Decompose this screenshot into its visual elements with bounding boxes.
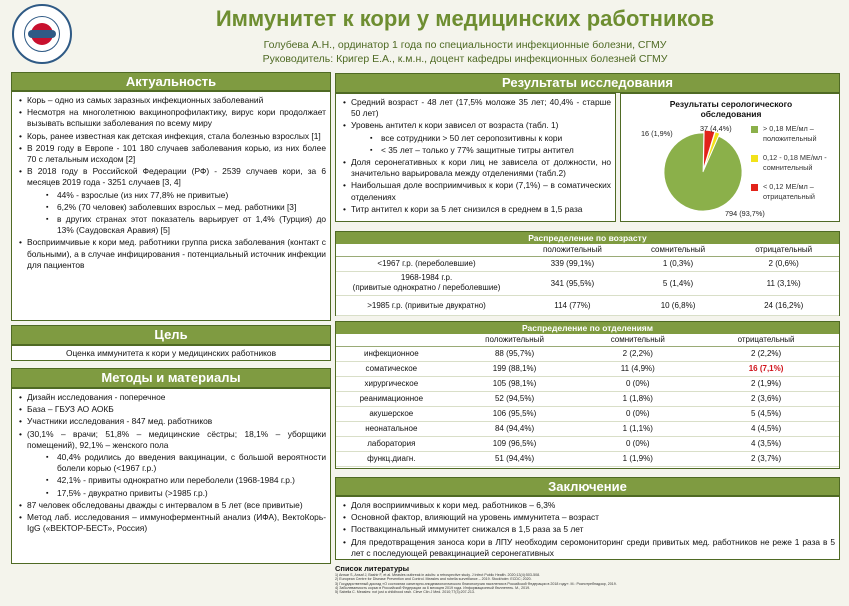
legend-item-positive: > 0,18 МЕ/мл – положительный: [751, 124, 837, 144]
conclusion-item: • Для предотвращения заноса кори в ЛПУ необходим серомониторинг среди привитых мед. работников не реже 1 раза в 5 лет с последующей ревакцинацией серонегативных: [340, 537, 835, 559]
reference-item: 3) Государственный доклад «О состоянии санитарно-эпидемиологического благополучия населения в Российской Федерации в 2018 году». М.: Роспотребнадзор, 2019.: [335, 581, 617, 586]
table-row: неонатальное 84 (94,4%) 1 (1,1%) 4 (4,5%): [336, 421, 839, 436]
methods-subitem: ▪ 40,4% родились до введения вакцинации, с большой вероятности болели корью (<1967 г.р.): [27, 452, 326, 474]
author-line: Голубева А.Н., ординатор 1 года по специальности инфекционные болезни, СГМУ: [263, 39, 667, 51]
relevance-subitem: ▪ 44% - взрослые (из них 77,8% не привитые): [27, 190, 326, 201]
conclusion-item: • Поствакцинальный иммунитет снижался в 1,5 раза за 5 лет: [340, 524, 835, 535]
university-logo: [12, 4, 72, 64]
chart-title: Результаты серологического обследования: [669, 99, 793, 119]
results-panel: [335, 93, 616, 222]
relevance-panel: [11, 91, 331, 321]
relevance-item: • Восприимчивые к кори мед. работники группа риска заболевания (контакт с больными), а в случае инфицирования - потенциальный источник инфекции для пациентов: [16, 237, 326, 271]
pie-chart-panel: [620, 93, 840, 222]
results-subitem: ▪ < 35 лет – только у 77% защитные титры антител: [351, 145, 611, 156]
table-row: инфекционное 88 (95,7%) 2 (2,2%) 2 (2,2%): [336, 346, 839, 361]
conclusion-item: • Доля восприимчивых к кори мед. работников – 6,3%: [340, 500, 835, 511]
legend-swatch: [751, 126, 758, 133]
advisor-line: Руководитель: Кригер Е.А., к.м.н., доцент кафедры инфекционных болезней СГМУ: [262, 53, 668, 65]
results-header: Результаты исследования: [335, 73, 840, 93]
relevance-header: Актуальность: [11, 72, 331, 91]
table-row: реанимационное 52 (94,5%) 1 (1,8%) 2 (3,6%): [336, 391, 839, 406]
results-item: • Доля серонегативных к кори лиц не зависела от должности, но значительно варьировала между отделениями (табл.2): [340, 157, 611, 179]
methods-item: • (30,1% – врачи; 51,8% – медицинские сёстры; 18,1% – уборщики помещений), 92,1% – женского пола ▪ 40,4% родились до введения вакцинации, с большой вероятности болели корью (<1967 г.р.) ▪ 42,1% - привиты однократно или переболели (1968-1984 г.р.) ▪ 17,5% - двукратно привиты (>1985 г.р.): [16, 429, 326, 499]
page-title: Иммунитет к кори у медицинских работников: [215, 6, 715, 31]
pie-label-positive: 794 (93,7%): [725, 209, 765, 218]
department-table-title: Распределение по отделениям: [336, 322, 839, 334]
table-row: <1967 г.р. (переболевшие) 339 (99,1%) 1 (0,3%) 2 (0,6%): [336, 256, 839, 271]
relevance-subitem: ▪ 6,2% (70 человек) заболевших взрослых – мед. работники [3]: [27, 202, 326, 213]
table-row: соматическое 199 (88,1%) 11 (4,9%) 16 (7,1%): [336, 361, 839, 376]
table-row: хирургическое 105 (98,1%) 0 (0%) 2 (1,9%): [336, 376, 839, 391]
table-row: функц.диагн. 51 (94,4%) 1 (1,9%) 2 (3,7%): [336, 451, 839, 466]
methods-item: • Участники исследования - 847 мед. работников: [16, 416, 326, 427]
relevance-item: • Несмотря на многолетнюю вакцинопрофилактику, вирус кори продолжает вызывать вспышки заболевания по всему миру: [16, 107, 326, 129]
methods-subitem: ▪ 42,1% - привиты однократно или переболели (1968-1984 г.р.): [27, 475, 326, 486]
relevance-item: • В 2018 году в Российской Федерации (РФ) - 2539 случаев кори, за 6 месяцев 2019 года - 3251 случаев [3, 4] ▪ 44% - взрослые (из них 77,8% не привитые) ▪ 6,2% (70 человек) заболевших взрослых – мед. работники [3] ▪ в других странах этот показатель варьирует от 1,4% (Турция) до 13% (Саудовская Аравия) [5]: [16, 166, 326, 236]
methods-subitem: ▪ 17,5% - двукратно привиты (>1985 г.р.): [27, 488, 326, 499]
references: [335, 564, 840, 604]
results-subitem: ▪ все сотрудники > 50 лет серопозитивны к кори: [351, 133, 611, 144]
reference-item: 4) Заболеваемость корью в Российской Федерации за 6 месяцев 2019 года. Информационный бюллетень. М., 2019.: [335, 585, 531, 590]
references-title: Список литературы: [335, 564, 410, 573]
methods-header: Методы и материалы: [11, 368, 331, 388]
department-table-panel: [335, 321, 840, 469]
pie-label-negative: 37 (4,4%): [700, 124, 732, 133]
conclusion-item: • Основной фактор, влияющий на уровень иммунитета – возраст: [340, 512, 835, 523]
reference-item: 1) Anwar S, Ansaf J, Bashir F, et al. Measles outbreak in adults: a retrospective study. J Infect Public Health. 2020;13(4):503-508.: [335, 573, 541, 577]
legend-item-negative: < 0,12 МЕ/мл – отрицательный: [751, 182, 837, 202]
table-row: акушерское 106 (95,5%) 0 (0%) 5 (4,5%): [336, 406, 839, 421]
legend-swatch: [751, 184, 758, 191]
table-header-row: положительный сомнительный отрицательный: [336, 244, 839, 256]
highlighted-cell: 16 (7,1%): [693, 361, 839, 376]
pie-label-doubtful: 16 (1,9%): [641, 129, 673, 138]
table-header-row: положительный сомнительный отрицательный: [336, 334, 839, 346]
goal-text: Оценка иммунитета к кори у медицинских работников: [11, 345, 331, 361]
reference-item: 5) Sabella C. Measles: not just a childhood rash. Cleve Clin J Med. 2010;77(3):207-213.: [335, 590, 475, 595]
methods-panel: [11, 388, 331, 564]
legend-swatch: [751, 155, 758, 162]
reference-item: 2) European Centre for Disease Prevention and Control. Measles and rubella surveillance – 2019. Stockholm: ECDC; 2020.: [335, 577, 532, 582]
age-table: [336, 244, 839, 316]
table-row: >1985 г.р. (привитые двукратно) 114 (77%) 10 (6,8%) 24 (16,2%): [336, 295, 839, 315]
relevance-item: • Корь – одно из самых заразных инфекционных заболеваний: [16, 95, 326, 106]
age-table-title: Распределение по возрасту: [336, 232, 839, 244]
table-row: лаборатория 109 (96,5%) 0 (0%) 4 (3,5%): [336, 436, 839, 451]
relevance-item: • Корь, ранее известная как детская инфекция, стала болезнью взрослых [1]: [16, 131, 326, 142]
table-row: 1968-1984 г.р. (привитые однократно / переболевшие) 341 (95,5%) 5 (1,4%) 11 (3,1%): [336, 271, 839, 295]
methods-item: • Метод лаб. исследования – иммуноферментный анализ (ИФА), ВектоКорь-IgG («ВЕКТОР-БЕСТ», Россия): [16, 512, 326, 534]
age-table-panel: [335, 231, 840, 316]
conclusion-panel: [335, 496, 840, 560]
methods-item: • Дизайн исследования - поперечное: [16, 392, 326, 403]
pie-slice: [664, 133, 742, 211]
legend-item-doubtful: 0,12 - 0,18 МЕ/мл - сомнительный: [751, 153, 837, 173]
relevance-subitem: ▪ в других странах этот показатель варьирует от 1,4% (Турция) до 13% (Саудовская Аравия) [5]: [27, 214, 326, 236]
relevance-item: • В 2019 году в Европе - 101 180 случаев заболевания корью, из них более 70 с летальным исходом [2]: [16, 143, 326, 165]
methods-item: • База – ГБУЗ АО АОКБ: [16, 404, 326, 415]
methods-item: • 87 человек обследованы дважды с интервалом в 5 лет (все привитые): [16, 500, 326, 511]
goal-header: Цель: [11, 325, 331, 345]
department-table: [336, 334, 839, 467]
results-item: • Титр антител к кори за 5 лет снизился в среднем в 1,5 раза: [340, 204, 611, 215]
conclusion-header: Заключение: [335, 477, 840, 496]
results-item: • Уровень антител к кори зависел от возраста (табл. 1) ▪ все сотрудники > 50 лет серопозитивны к кори ▪ < 35 лет – только у 77% защитные титры антител: [340, 120, 611, 156]
results-item: • Наибольшая доле восприимчивых к кори (7,1%) – в соматических отделениях: [340, 180, 611, 202]
chart-legend: [751, 124, 837, 202]
results-item: • Средний возраст - 48 лет (17,5% моложе 35 лет; 40,4% - старше 50 лет): [340, 97, 611, 119]
